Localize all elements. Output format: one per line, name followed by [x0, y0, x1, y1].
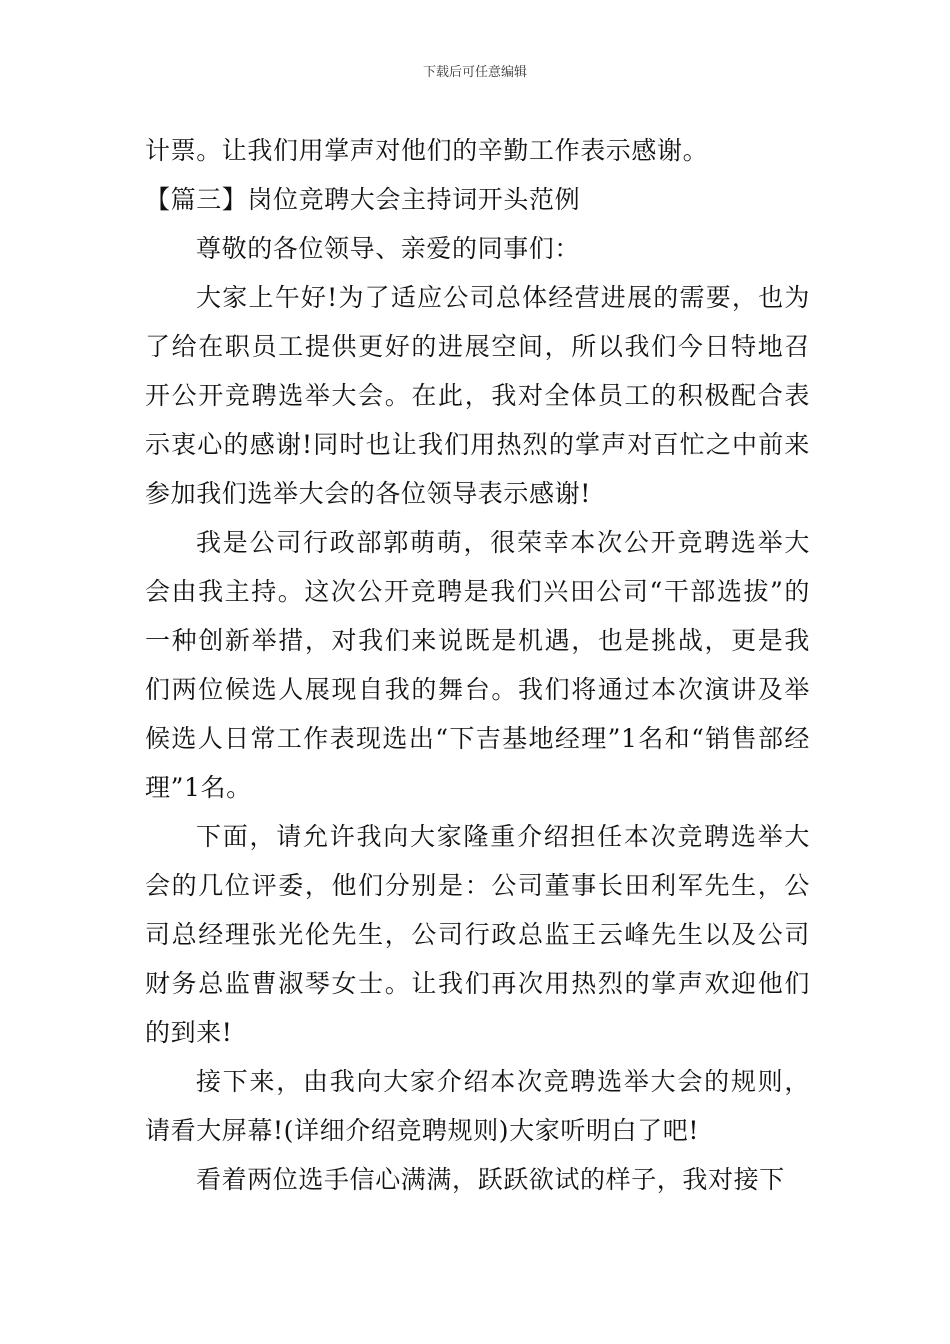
page-header-watermark: 下载后可任意编辑 — [422, 65, 527, 80]
salutation: 尊敬的各位领导、亲爱的同事们： — [196, 234, 581, 263]
paragraph-judges: 下面，请允许我向大家隆重介绍担任本次竞聘选举大会的几位评委，他们分别是：公司董事长田利军先生，公司总经理张光伦先生，公司行政总监王云峰先生以及公司财务总监曹淑琴女士。让我们再次用热烈的掌声欢迎他们的到来! — [145, 822, 810, 1047]
section-heading: 【篇三】岗位竞聘大会主持词开头范例 — [145, 185, 581, 214]
paragraph-host-intro: 我是公司行政部郭萌萌，很荣幸本次公开竞聘选举大会由我主持。这次公开竞聘是我们兴田公司“干部选拔”的一种创新举措，对我们来说既是机遇，也是挑战，更是我们两位候选人展现自我的舞台。我们将通过本次演讲及举候选人日常工作表现选出“下吉基地经理”1名和“销售部经理”1名。 — [145, 528, 810, 802]
document-body — [145, 126, 810, 1204]
paragraph-continuation: 计票。让我们用掌声对他们的辛勤工作表示感谢。 — [145, 136, 709, 165]
paragraph-closing: 看着两位选手信心满满，跃跃欲试的样子，我对接下 — [196, 1165, 785, 1194]
paragraph-rules: 接下来，由我向大家介绍本次竞聘选举大会的规则，请看大屏幕!(详细介绍竞聘规则)大家听明白了吧! — [145, 1067, 810, 1145]
paragraph-greeting: 大家上午好!为了适应公司总体经营进展的需要，也为了给在职员工提供更好的进展空间，所以我们今日特地召开公开竞聘选举大会。在此，我对全体员工的积极配合表示衷心的感谢!同时也让我们用热烈的掌声对百忙之中前来参加我们选举大会的各位领导表示感谢! — [145, 283, 810, 508]
